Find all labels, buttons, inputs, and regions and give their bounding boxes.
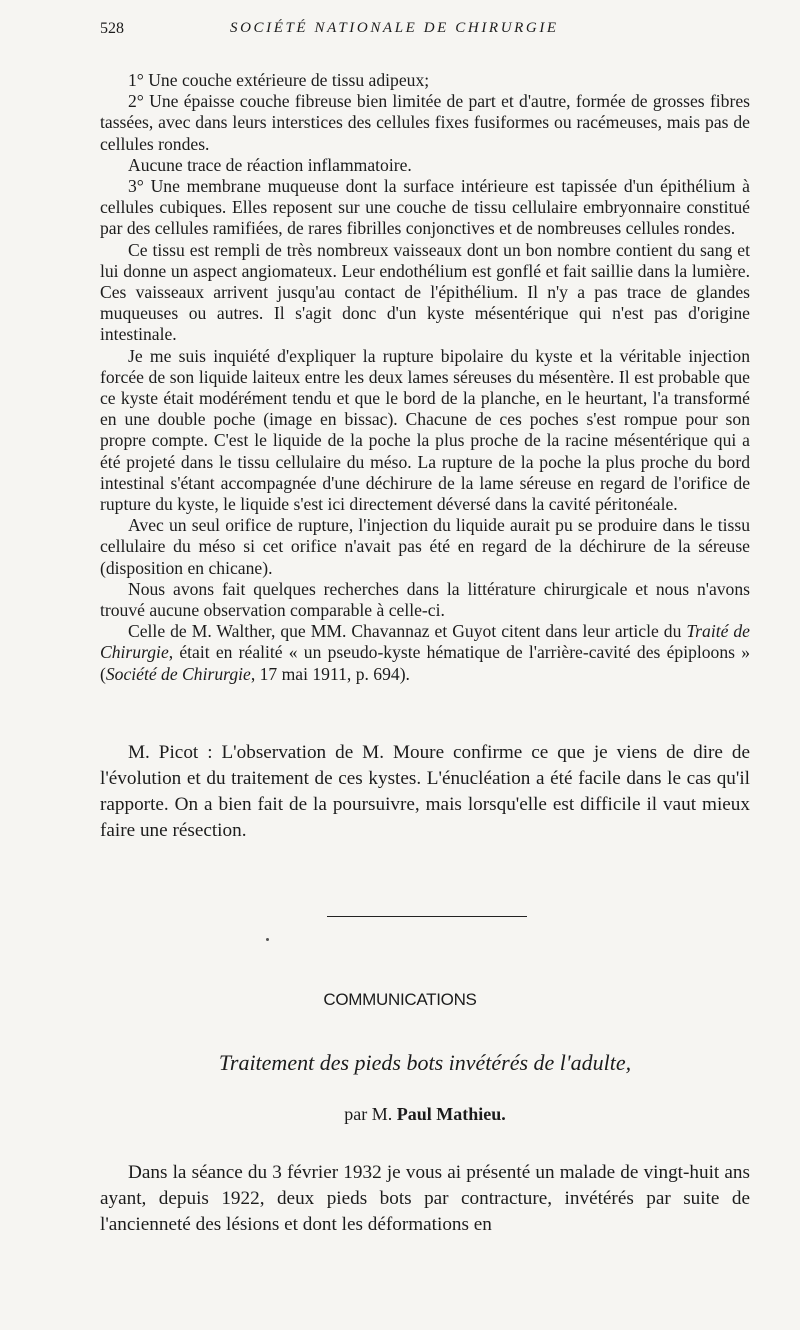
- report-body: [100, 70, 750, 685]
- section-divider: [327, 916, 527, 917]
- walther-paragraph: [100, 621, 750, 685]
- walther-citation-source: Société de Chirurgie: [105, 663, 251, 684]
- paragraph: Nous avons fait quelques recherches dans la littérature chirurgicale et nous n'avons trouvé aucune observation comparable à celle-ci.: [100, 578, 750, 621]
- section-title: COMMUNICATIONS: [323, 990, 477, 1009]
- walther-text: , 17 mai 1911, p. 694).: [250, 663, 410, 684]
- page-header: [100, 20, 750, 42]
- paragraph: 3° Une membrane muqueuse dont la surface intérieure est tapissée d'un épithélium à cellules cubiques. Elles reposent sur une couche de tissu cellulaire embryonnaire constitué par des cellules ramifiées, de rares fibrilles conjonctives et de nombreuses cellules rondes.: [100, 176, 750, 239]
- author-name: Paul Mathieu.: [396, 1104, 506, 1124]
- article-title: Traitement des pieds bots invétérés de l'adulte,: [218, 1050, 632, 1075]
- paragraph: Avec un seul orifice de rupture, l'injection du liquide aurait pu se produire dans le tissu cellulaire du méso si cet orifice n'avait pas été en regard de la déchirure de la séreuse (disposition en chicane).: [100, 515, 750, 578]
- byline: [0, 1104, 800, 1125]
- paragraph: 1° Une couche extérieure de tissu adipeux;: [128, 70, 430, 90]
- paragraph: 2° Une épaisse couche fibreuse bien limitée de part et d'autre, formée de grosses fibres tassées, avec dans leurs interstices des cellules fixes fusiformes ou racémeuses, mais pas de cellules rondes.: [100, 91, 750, 154]
- speaker-name: M. Picot: [128, 742, 199, 763]
- paragraph: Je me suis inquiété d'expliquer la rupture bipolaire du kyste et la véritable injection forcée de son liquide laiteux entre les deux lames séreuses du mésentère. Il est probable que ce kyste était modérément tendu et que le bord de la planche, en le heurtant, l'a transformé en une double poche (image en bissac). Chacune de ces poches s'est rompue pour son propre compte. C'est le liquide de la poche la plus proche de la racine mésentérique qui a été projeté dans le tissu cellulaire du méso. La rupture de la poche la plus proche du bord intestinal s'étant accompagnée d'une déchirure de la lame séreuse en regard de l'orifice de rupture du kyste, le liquide s'est ici directement déversé dans la cavité péritonéale.: [100, 345, 750, 515]
- page-number: 528: [100, 20, 124, 37]
- picot-text: : L'observation de M. Moure confirme ce que je viens de dire de l'évolution et du traitement de ces kystes. L'énucléation a été facile dans le cas qu'il rapporte. On a bien fait de la poursuivre, mais lorsqu'elle est difficile il vaut mieux faire une résection.: [100, 742, 750, 841]
- paragraph: Dans la séance du 3 février 1932 je vous ai présenté un malade de vingt-huit ans ayant, depuis 1922, deux pieds bots par contracture, invétérés par suite de l'ancienneté des lésions et dont les déformations en: [100, 1162, 750, 1235]
- walther-text: Celle de M. Walther, que MM. Chavannaz et Guyot citent dans leur article du: [128, 621, 687, 642]
- discussion-body: [100, 740, 750, 844]
- print-speck: [266, 938, 269, 941]
- paragraph: Aucune trace de réaction inflammatoire.: [128, 154, 412, 175]
- running-title: SOCIÉTÉ NATIONALE DE CHIRURGIE: [230, 20, 559, 36]
- walther-text: , était en réalité « un pseudo-kyste hématique de l'arrière-cavité des épiploons » (: [100, 642, 750, 684]
- article-body: [100, 1160, 750, 1238]
- byline-prefix: par M.: [344, 1104, 397, 1124]
- paragraph: Ce tissu est rempli de très nombreux vaisseaux dont un bon nombre contient du sang et lui donne un aspect angiomateux. Leur endothélium est gonflé et fait saillie dans la lumière. Ces vaisseaux arrivent jusqu'au contact de l'épithélium. Il n'y a pas trace de glandes muqueuses ou autres. Il s'agit donc d'un kyste mésentérique qui n'est pas d'origine intestinale.: [100, 239, 750, 345]
- walther-citation-title: Traité de Chirurgie: [100, 621, 750, 663]
- picot-paragraph: [100, 740, 750, 844]
